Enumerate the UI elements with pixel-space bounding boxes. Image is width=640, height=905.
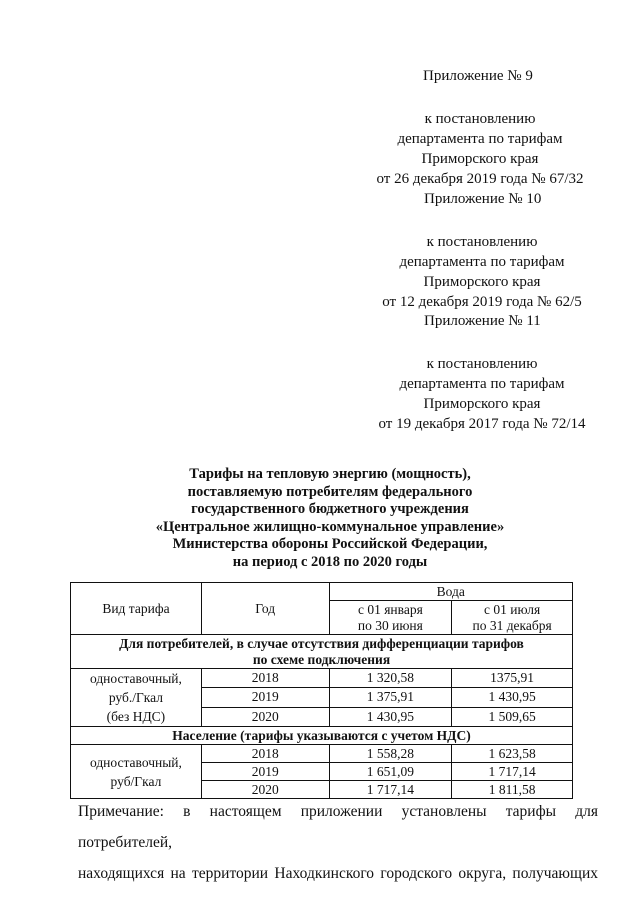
- year-cell: 2019: [201, 763, 329, 781]
- appendix-line: к постановлению: [424, 111, 536, 127]
- tariff-type-line: одноставочный,: [89, 754, 182, 770]
- header-year: Год: [201, 583, 329, 635]
- tariff-type-line: (без НДС): [106, 709, 166, 724]
- header-period-2: [452, 601, 573, 635]
- appendix-line: департамента по тарифам: [397, 131, 563, 147]
- tariff-type-cell: [71, 745, 202, 799]
- appendix-9: [375, 66, 585, 189]
- appendix-line: департамента по тарифам: [399, 376, 565, 392]
- appendix-title: Приложение № 9: [423, 68, 533, 84]
- period-line: по 30 июня: [357, 617, 423, 633]
- document-heading: [120, 466, 540, 571]
- note-paragraph: [78, 796, 598, 889]
- tariff-type-cell: [71, 669, 202, 727]
- section-line: Для потребителей, в случае отсутствия дифференциации тарифов: [119, 635, 524, 651]
- value-cell: 1375,91: [452, 669, 573, 688]
- tariff-type-line: руб/Гкал: [110, 773, 162, 789]
- year-cell: 2018: [201, 669, 329, 688]
- table-row: [71, 745, 573, 763]
- year-cell: 2020: [201, 781, 329, 799]
- value-cell: 1 430,95: [452, 688, 573, 707]
- heading-line: на период с 2018 по 2020 годы: [232, 553, 428, 570]
- heading-line: Тарифы на тепловую энергию (мощность),: [189, 466, 471, 482]
- value-cell: 1 717,14: [329, 781, 452, 799]
- appendix-line: департамента по тарифам: [399, 254, 565, 270]
- appendix-body: [377, 232, 587, 312]
- value-cell: 1 651,09: [329, 763, 452, 781]
- appendix-line: Приморского края: [423, 396, 541, 412]
- appendix-line: Приморского края: [421, 151, 539, 167]
- tariff-table: [70, 582, 573, 799]
- appendix-title: Приложение № 10: [424, 191, 542, 207]
- heading-line: государственного бюджетного учреждения: [191, 501, 469, 517]
- appendix-line: к постановлению: [426, 234, 538, 250]
- heading-line: поставляемую потребителям федерального: [187, 483, 473, 500]
- section-line: по схеме подключения: [252, 651, 391, 667]
- value-cell: 1 509,65: [452, 707, 573, 726]
- note-line: Примечание: в настоящем приложении установлены тарифы для потребителей,: [78, 803, 598, 851]
- appendix-11: [377, 311, 587, 434]
- value-cell: 1 717,14: [452, 763, 573, 781]
- appendix-line: от 19 декабря 2017 года № 72/14: [378, 416, 586, 432]
- period-line: с 01 июля: [484, 601, 541, 617]
- appendix-body: [375, 109, 585, 189]
- appendix-title: Приложение № 11: [424, 313, 541, 329]
- heading-line: «Центральное жилищно-коммунальное управление»: [155, 518, 505, 535]
- period-line: по 31 декабря: [472, 617, 552, 633]
- value-cell: 1 623,58: [452, 745, 573, 763]
- appendix-line: к постановлению: [426, 356, 538, 372]
- year-cell: 2019: [201, 688, 329, 707]
- appendix-10: [377, 189, 587, 312]
- value-cell: 1 558,28: [329, 745, 452, 763]
- section-header: Население (тарифы указываются с учетом НДС): [71, 727, 573, 745]
- header-water: Вода: [329, 583, 572, 601]
- appendix-line: от 12 декабря 2019 года № 62/5: [382, 294, 582, 310]
- value-cell: 1 430,95: [329, 707, 452, 726]
- appendix-line: от 26 декабря 2019 года № 67/32: [376, 171, 584, 187]
- appendix-line: Приморского края: [423, 274, 541, 290]
- value-cell: 1 811,58: [452, 781, 573, 799]
- note-line: находящихся на территории Находкинского городского округа, получающих: [78, 865, 598, 882]
- tariff-type-line: одноставочный,: [89, 671, 182, 686]
- section-header: [71, 635, 573, 669]
- header-period-1: [329, 601, 452, 635]
- value-cell: 1 375,91: [329, 688, 452, 707]
- year-cell: 2018: [201, 745, 329, 763]
- year-cell: 2020: [201, 707, 329, 726]
- tariff-type-line: руб./Гкал: [108, 690, 164, 705]
- appendix-body: [377, 354, 587, 434]
- table-row: [71, 669, 573, 688]
- period-line: с 01 января: [357, 601, 423, 617]
- value-cell: 1 320,58: [329, 669, 452, 688]
- heading-line: Министерства обороны Российской Федерации,: [172, 536, 488, 552]
- header-tariff-type: Вид тарифа: [71, 583, 202, 635]
